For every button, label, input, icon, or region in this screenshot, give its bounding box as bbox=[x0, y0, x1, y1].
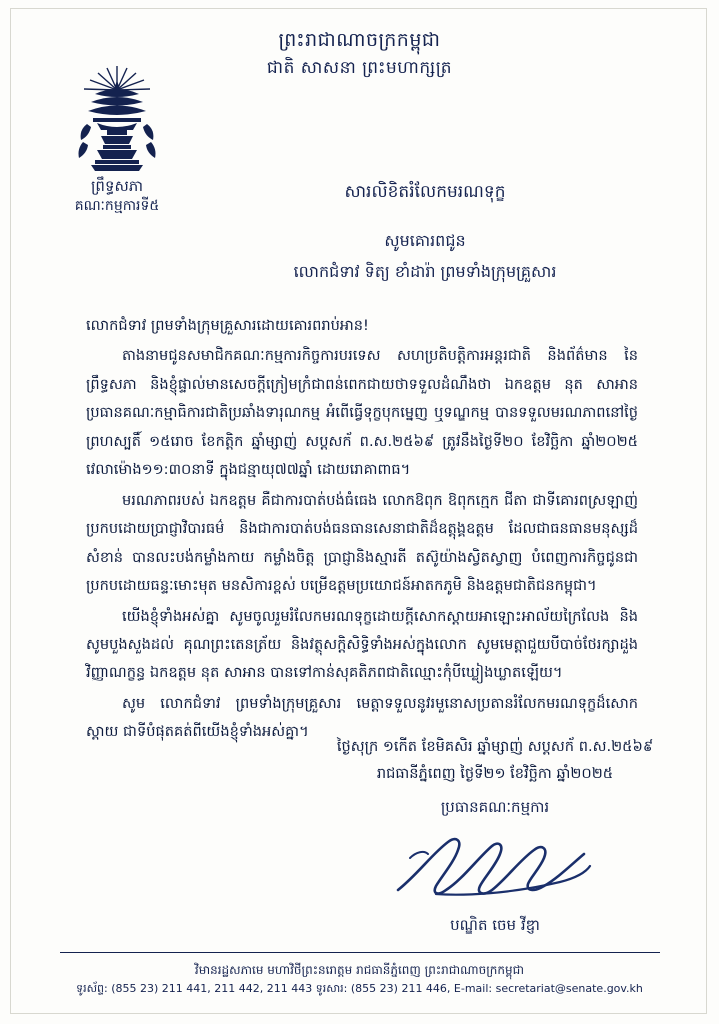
document-footer bbox=[0, 952, 719, 999]
body-paragraph-4: សូម លោកជំទាវ ព្រមទាំងក្រុមគ្រួសារ មេត្តាទទួលនូវរមួនោសប្រតានរំលែកមរណទុក្ខដ៏សោកស្តាយ ជាទីបំផុតគត់ពីយើងខ្ញុំទាំងអស់គ្នា។ bbox=[86, 694, 638, 741]
emblem-label-commission: គណៈកម្មការទី៥ bbox=[74, 198, 160, 214]
date-line-gregorian: រាជធានីភ្នំពេញ ថ្ងៃទី២១ ខែវិច្ឆិកា ឆ្នាំ២០២៥ bbox=[376, 764, 614, 782]
body-paragraph-3: យើងខ្ញុំទាំងអស់គ្នា សូមចូលរួមរំលែកមរណទុក្ខដោយក្តីសោកស្តាយអាឡោះអាល័យក្រៃលែង និងសូមបួងសួងដល់ គុណព្រះតេនត្រ័យ និងវត្ថុសក្ដិសិទ្ធិទាំងអស់ក្នុងលោក សូមមេត្តាជួយបីបាច់ថែរក្សាដួងវិញ្ញាណក្ខន្ធ ឯកឧត្តម នុត សាអាន បានទៅកាន់សុគតិភពជាតិឈ្មោះកុំបីឃ្លៀងឃ្លាតឡើយ។ bbox=[86, 607, 638, 682]
national-motto: ជាតិ សាសនា ព្រះមហាក្សត្រ bbox=[266, 57, 453, 78]
honorific-line: សូមគោរពជូន bbox=[384, 231, 466, 251]
kingdom-title: ព្រះរាជាណាចក្រកម្ពុជា bbox=[278, 29, 441, 51]
body-paragraph-2: មរណភាពរបស់ ឯកឧត្តម គឺជាការបាត់បង់ធំធេង លោកឱពុក ឱពុកក្មេក ជីតា ជាទីគោរពស្រឡាញ់ប្រកបដោយប្រាជ្ញាវិបារធម៌ និងជាការបាត់បង់ធនធានសេនាជាតិដ៏ឧត្តុង្គឧត្តម ដែលជាធនធានមនុស្សដ៏សំខាន់ បានលះបង់កម្លាំងកាយ កម្លាំងចិត្ត ប្រាជ្ញានិងស្មារតី តស៊ូយ៉ាងស្វិតស្វាញ បំពេញការកិច្ចជូនជាប្រកបដោយធន្ទៈមោះមុត មនសិការខ្ពស់ បម្រើឧត្តមប្រយោជន៍អាតកភូមិ និងឧត្តមជាតិជនកម្ពុជា។ bbox=[86, 491, 638, 595]
footer-contact-text: ទូរស័ព្ទ: (855 23) 211 441, 211 442, 211 443 ទូរសារ: (855 23) 211 446, E-mail: bbox=[76, 982, 496, 996]
subject-block bbox=[190, 176, 660, 287]
body-paragraph-1: តាងនាមជូនសមាជិកគណៈកម្មការកិច្ចការបរទេស សហប្រតិបត្តិការអន្តរជាតិ និងព័ត៌មាន នៃព្រឹទ្ធសភា និងខ្ញុំផ្ទាល់មានសេចក្តីក្រៀមក្រំជាពន់ពេកជាយថាទទួលដំណឹងថា ឯកឧត្តម នុត សាអាន ប្រធានគណៈកម្មាធិការជាតិប្រឆាំងទារុណកម្ម អំពើធ្វើទុក្ខបុកម្នេញ ឬទណ្ឌកម្ម បានទទួលមរណភាពនៅថ្ងៃព្រហស្បតិ៍ ១៥រោច ខែកត្តិក ឆ្នាំម្សាញ់ សប្តសក័ ព.ស.២៥៦៩ ត្រូវនឹងថ្ងៃទី២០ ខែវិច្ឆិកា ឆ្នាំ២០២៥ វេលាម៉ោង១១:៣០នាទី ក្នុងជន្មាយុ៧៧ឆ្នាំ ដោយរោគាពាធ។ bbox=[86, 347, 638, 479]
document-title: សារលិខិតរំលែកមរណទុក្ខ bbox=[344, 182, 506, 202]
footer-address: វិមានរដ្ឋសភាមេ មហាវិថីព្រះនរោត្តម រាជធានីភ្នំពេញ ព្រះរាជាណាចក្រកម្ពុជា bbox=[194, 963, 525, 977]
salutation: លោកជំទាវ ព្រមទាំងក្រុមគ្រួសារដោយគោរពរាប់អាន! bbox=[86, 317, 369, 334]
footer-contact bbox=[0, 980, 719, 999]
emblem-block bbox=[52, 60, 182, 217]
signatory-title: ប្រធានគណៈកម្មការ bbox=[440, 797, 550, 816]
signatory-name: បណ្ឌិត ចេម វីឌ្ញា bbox=[450, 915, 540, 934]
handwritten-signature-icon bbox=[370, 824, 620, 910]
signature-block bbox=[330, 734, 660, 939]
footer-divider bbox=[60, 952, 660, 953]
document-body bbox=[86, 312, 638, 749]
cambodia-senate-emblem-icon bbox=[63, 60, 171, 172]
emblem-label-senate: ព្រឹទ្ធសភា bbox=[90, 177, 144, 195]
date-line-buddhist: ថ្ងៃសុក្រ ១កើត ខែមិគសិរ ឆ្នាំម្សាញ់ សប្តសក័ ព.ស.២៥៦៩ bbox=[336, 738, 654, 755]
addressee-line: លោកជំទាវ ទិត្យ ខាំដារ៉ា ព្រមទាំងក្រុមគ្រួសារ bbox=[293, 261, 557, 281]
footer-email[interactable]: secretariat@senate.gov.kh bbox=[495, 982, 643, 996]
